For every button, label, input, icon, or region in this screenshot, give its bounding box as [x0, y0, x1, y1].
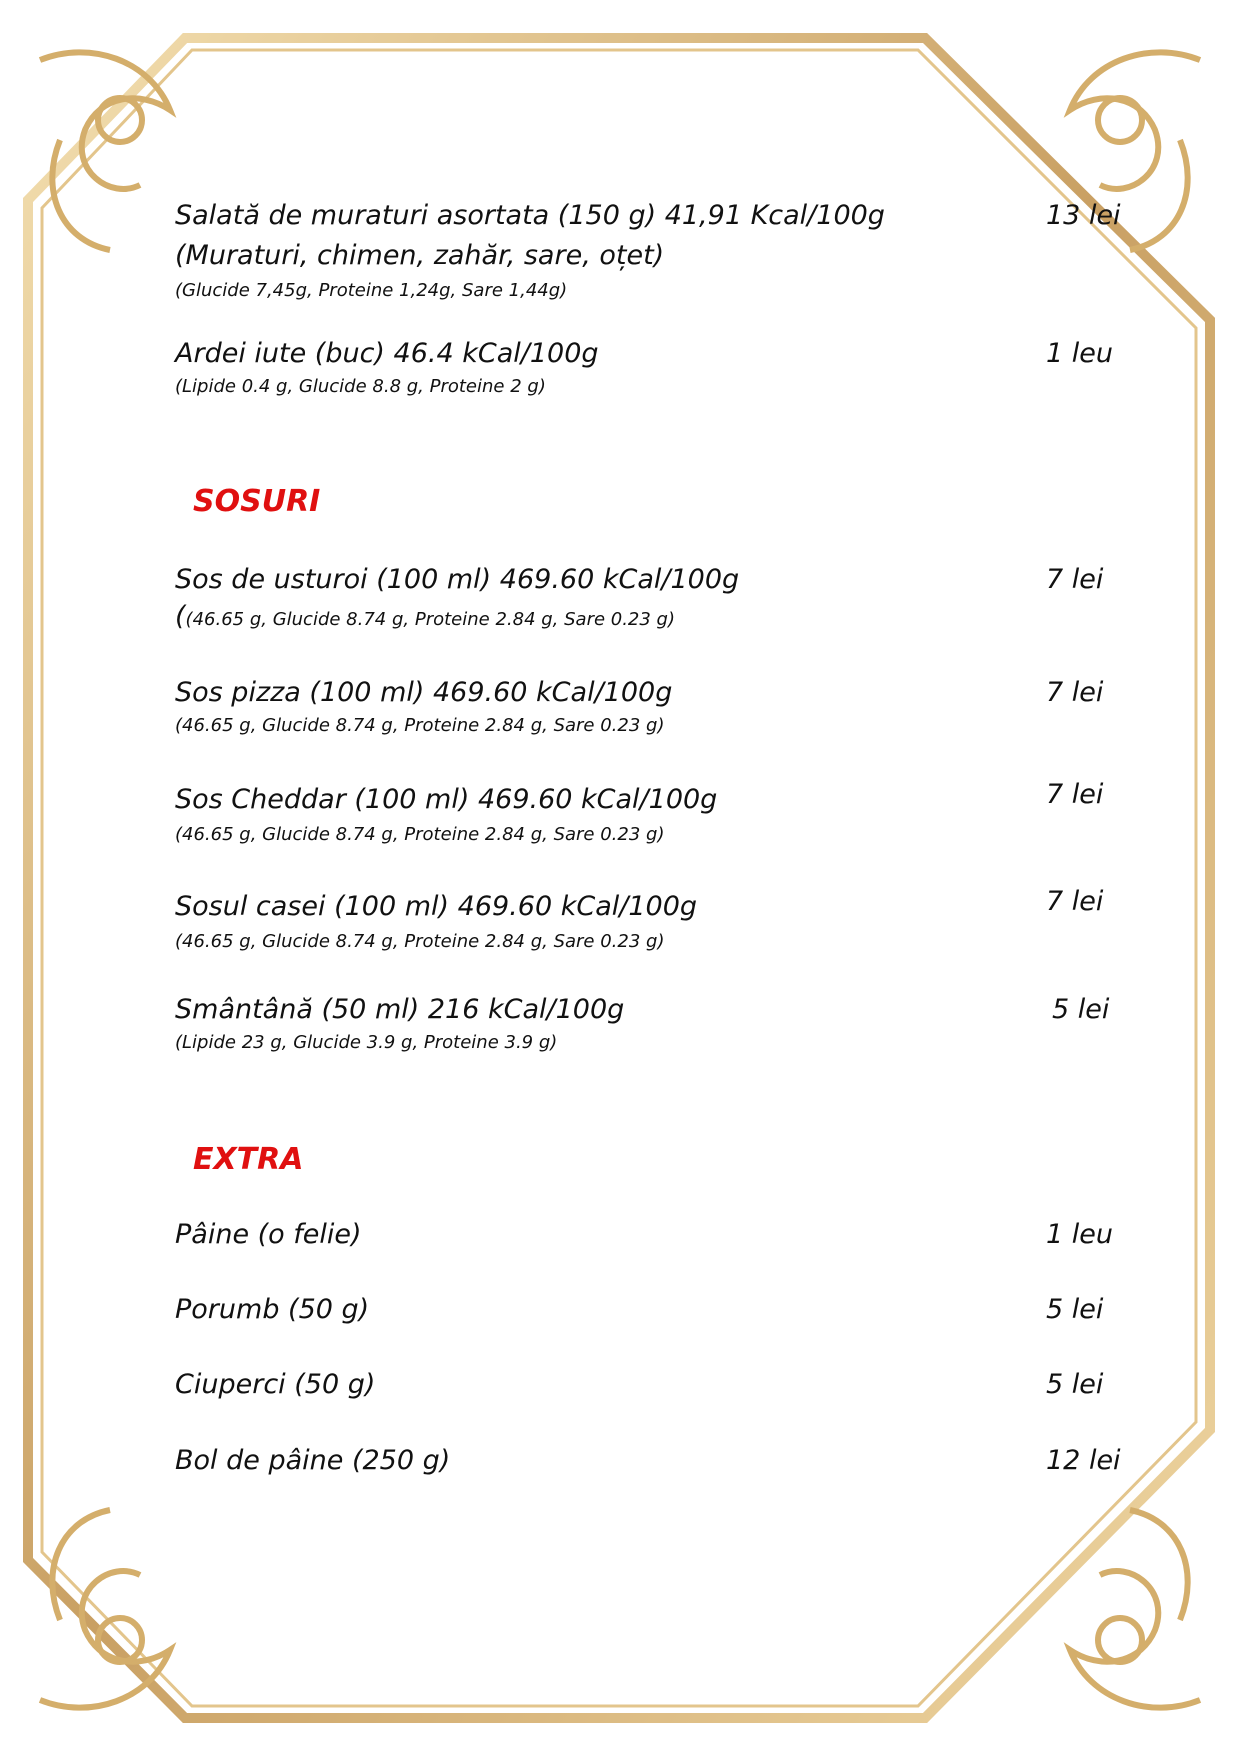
menu-item — [175, 780, 717, 848]
item-ingredients: (Muraturi, chimen, zahăr, sare, oțet) — [175, 240, 665, 271]
item-price: 7 lei — [1046, 564, 1104, 595]
corner-ornament-top-left — [40, 52, 170, 250]
item-nutrition: (Lipide 23 g, Glucide 3.9 g, Proteine 3.9 g) — [175, 1032, 558, 1053]
menu-item — [175, 990, 624, 1056]
menu-item — [175, 673, 672, 739]
item-price: 12 lei — [1046, 1445, 1121, 1476]
item-name: Salată de muraturi asortata (150 g) 41,91 Kcal/100g — [175, 200, 885, 231]
item-price: 5 lei — [1046, 1294, 1104, 1325]
item-price: 1 leu — [1046, 1219, 1113, 1250]
item-price: 13 lei — [1046, 200, 1121, 231]
item-price: 1 leu — [1046, 338, 1113, 369]
item-price: 7 lei — [1046, 779, 1104, 810]
item-nutrition: (46.65 g, Glucide 8.74 g, Proteine 2.84 g, Sare 0.23 g) — [175, 824, 665, 845]
menu-item — [175, 560, 739, 633]
section-title-sosuri: SOSURI — [193, 484, 321, 519]
item-nutrition: (46.65 g, Glucide 8.74 g, Proteine 2.84 g, Sare 0.23 g) — [175, 931, 665, 952]
item-name: Ciuperci (50 g) — [175, 1369, 376, 1400]
item-nutrition: (Glucide 7,45g, Proteine 1,24g, Sare 1,44g) — [175, 280, 568, 301]
item-name: Sos Cheddar (100 ml) 469.60 kCal/100g — [175, 784, 718, 815]
menu-item — [175, 1215, 362, 1255]
item-name: Sos pizza (100 ml) 469.60 kCal/100g — [175, 677, 673, 708]
item-name: Bol de pâine (250 g) — [175, 1445, 451, 1476]
menu-item — [175, 1441, 450, 1481]
menu-item — [175, 887, 697, 955]
item-price: 7 lei — [1046, 677, 1104, 708]
menu-item — [175, 196, 885, 304]
corner-ornament-bottom-left — [40, 1510, 170, 1708]
item-price: 5 lei — [1052, 994, 1110, 1025]
item-name: Ardei iute (buc) 46.4 kCal/100g — [175, 338, 599, 369]
item-name: Sos de usturoi (100 ml) 469.60 kCal/100g — [175, 564, 740, 595]
menu-item — [175, 334, 599, 400]
section-title-extra: EXTRA — [193, 1142, 304, 1177]
item-name: Pâine (o felie) — [175, 1219, 362, 1250]
item-nutrition: (46.65 g, Glucide 8.74 g, Proteine 2.84 g, Sare 0.23 g) — [175, 715, 665, 736]
item-name: Porumb (50 g) — [175, 1294, 370, 1325]
item-price: 5 lei — [1046, 1369, 1104, 1400]
item-nutrition: (Lipide 0.4 g, Glucide 8.8 g, Proteine 2 g) — [175, 376, 546, 397]
menu-item — [175, 1290, 369, 1330]
menu-item — [175, 1365, 375, 1405]
item-price: 7 lei — [1046, 886, 1104, 917]
item-name: Sosul casei (100 ml) 469.60 kCal/100g — [175, 891, 698, 922]
item-nutrition: (46.65 g, Glucide 8.74 g, Proteine 2.84 g, Sare 0.23 g) — [185, 609, 676, 630]
item-paren: ( — [175, 601, 186, 632]
item-name: Smântână (50 ml) 216 kCal/100g — [175, 994, 625, 1025]
corner-ornament-bottom-right — [1070, 1510, 1200, 1708]
